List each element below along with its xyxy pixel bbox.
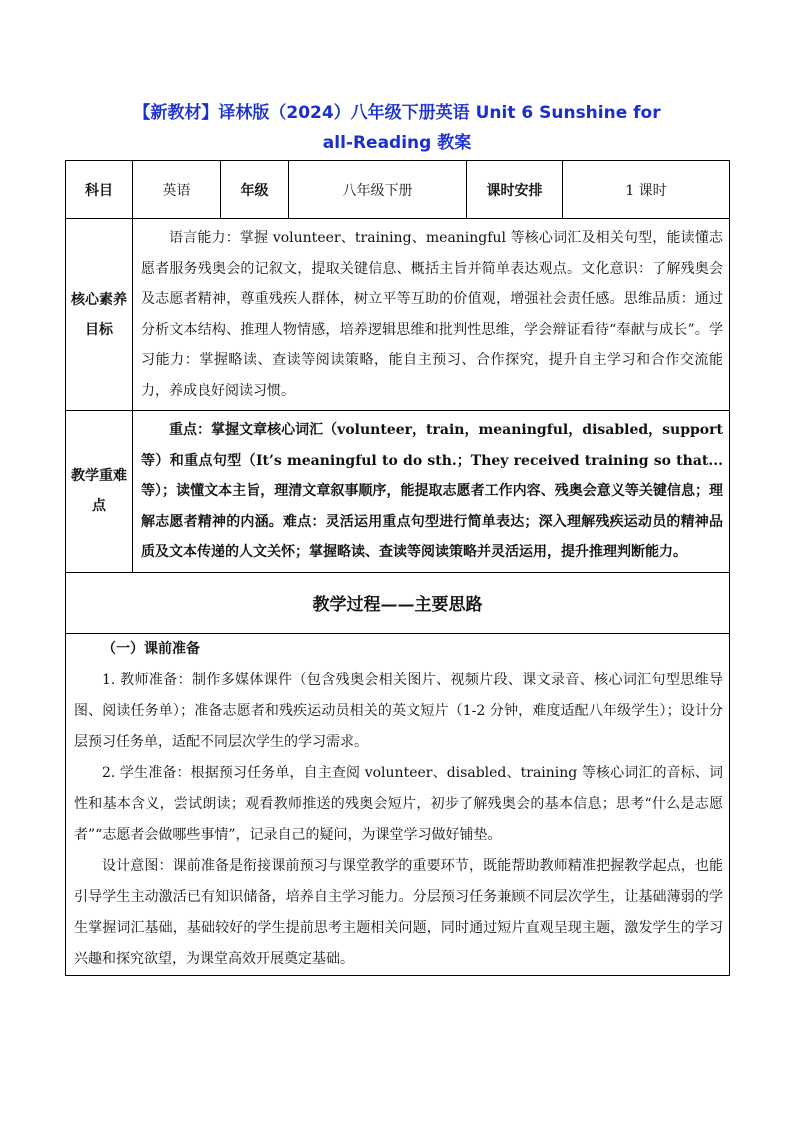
process-title-row [66,572,730,633]
schedule-value: 1 课时 [563,161,730,219]
document-title [66,98,728,158]
process-content [66,633,730,975]
goals-text: 语言能力：掌握 volunteer、training、meaningful 等核心词汇及相关句型，能读懂志愿者服务残奥会的记叙文，提取关键信息、概括主旨并简单表达观点。文化意识：了解残奥会及志愿者精神，尊重残疾人群体，树立平等互助的价值观，增强社会责任感。思维品质：通过分析文本结构、推理人物情感，培养逻辑思维和批判性思维，学会辩证看待“奉献与成长”。学习能力：掌握略读、查读等阅读策略，能自主预习、合作探究，提升自主学习和合作交流能力，养成良好阅读习惯。 [133,219,730,411]
title-line-2: all-Reading 教案 [322,133,472,153]
process-content-row [66,633,730,975]
subject-label: 科目 [66,161,133,219]
key-points-row [66,411,730,573]
key-points-text: 重点：掌握文章核心词汇（volunteer，train，meaningful，disabled，support 等）和重点句型（It’s meaningful to do sth.；They received training so that... 等）；读懂文本主旨，理清文章叙事顺序，能提取志愿者工作内容、残奥会意义等关键信息；理解志愿者精神的内涵。难点：灵活运用重点句型进行简单表达；深入理解残疾运动员的精神品质及文本传递的人文关怀；掌握略读、查读等阅读策略并灵活运用，提升推理判断能力。 [133,411,730,573]
goals-label: 核心素养目标 [66,219,133,411]
lesson-plan-table [65,160,730,976]
key-points-label: 教学重难点 [66,411,133,573]
grade-label: 年级 [221,161,289,219]
subject-value: 英语 [133,161,221,219]
process-title: 教学过程——主要思路 [66,572,730,633]
header-row [66,161,730,219]
grade-value: 八年级下册 [289,161,467,219]
design-intent-paragraph: 设计意图：课前准备是衔接课前预习与课堂教学的重要环节，既能帮助教师精准把握教学起点，也能引导学生主动激活已有知识储备，培养自主学习能力。分层预习任务兼顾不同层次学生，让基础薄弱的学生掌握词汇基础，基础较好的学生提前思考主题相关问题，同时通过短片直观呈现主题，激发学生的学习兴趣和探究欲望，为课堂高效开展奠定基础。 [74,857,723,967]
goals-row [66,219,730,411]
title-line-1: 【新教材】译林版（2024）八年级下册英语 Unit 6 Sunshine for [133,103,661,123]
schedule-label: 课时安排 [467,161,563,219]
section-heading-preclass: （一）课前准备 [102,640,200,657]
student-preparation-paragraph: 2. 学生准备：根据预习任务单，自主查阅 volunteer、disabled、training 等核心词汇的音标、词性和基本含义，尝试朗读；观看教师推送的残奥会短片，初步了解残奥会的基本信息；思考“什么是志愿者”“志愿者会做哪些事情”，记录自己的疑问，为课堂学习做好铺垫。 [74,764,723,843]
teacher-preparation-paragraph: 1. 教师准备：制作多媒体课件（包含残奥会相关图片、视频片段、课文录音、核心词汇句型思维导图、阅读任务单）；准备志愿者和残疾运动员相关的英文短片（1-2 分钟，难度适配八年级学生）；设计分层预习任务单，适配不同层次学生的学习需求。 [74,671,723,750]
